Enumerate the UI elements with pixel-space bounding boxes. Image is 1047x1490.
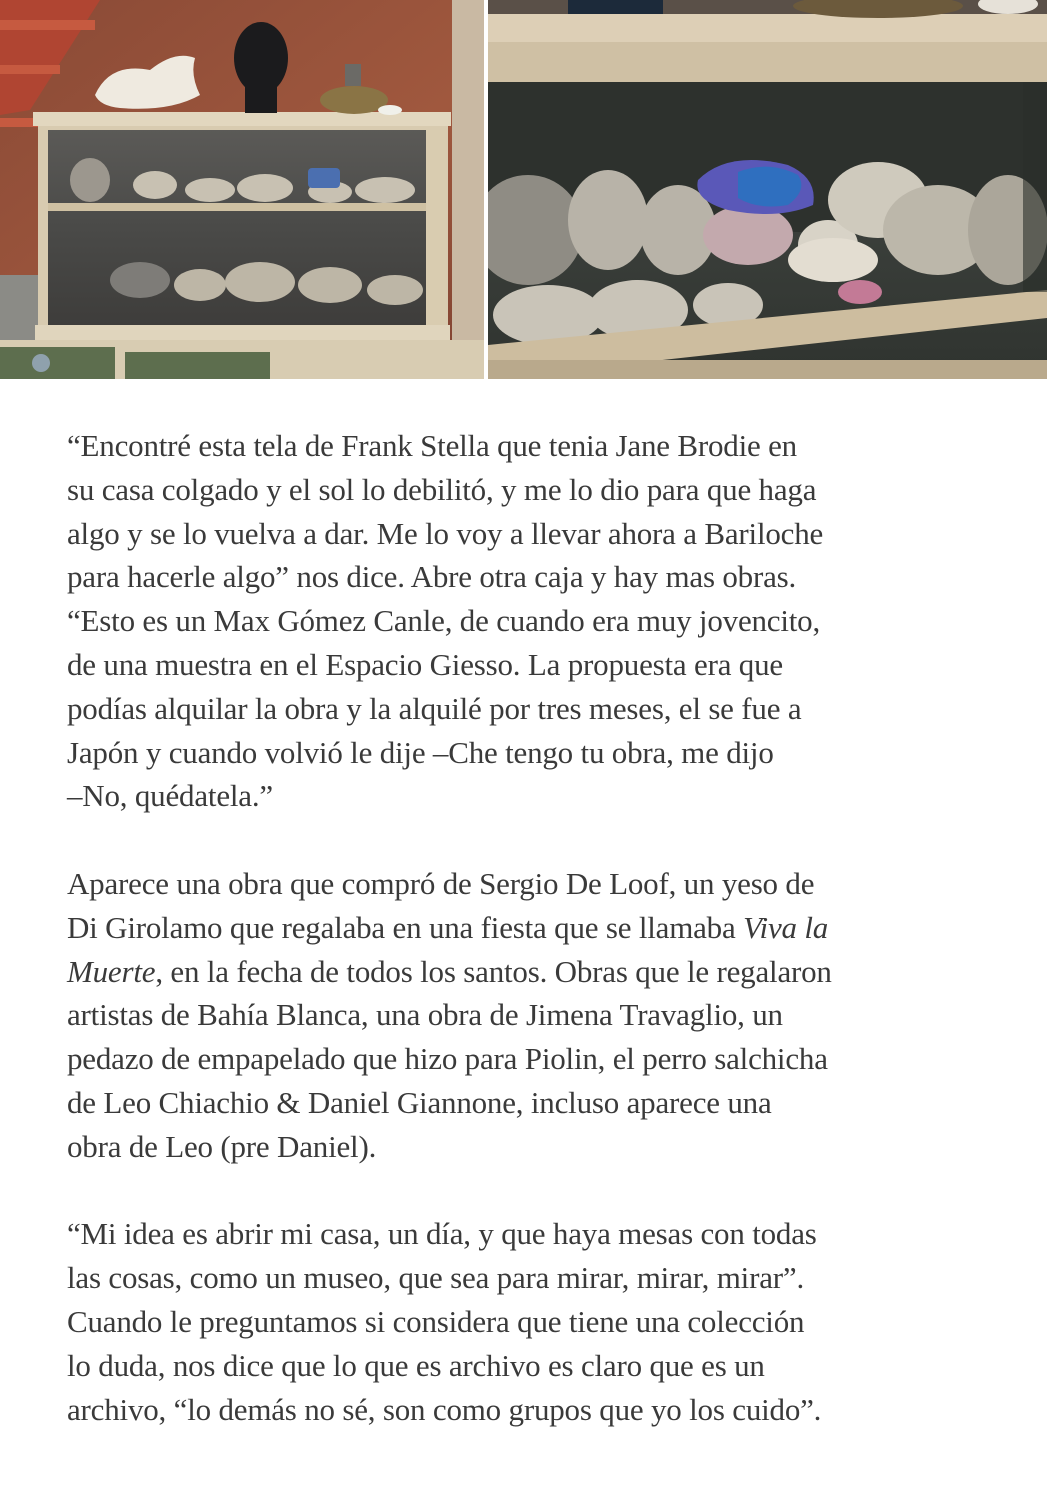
text-line: –No, quédatela.” bbox=[67, 778, 273, 814]
photo-strip bbox=[0, 0, 1047, 379]
text-line: pedazo de empapelado que hizo para Piolin, el perro salchicha bbox=[67, 1041, 828, 1077]
text-line: podías alquilar la obra y la alquilé por tres meses, el se fue a bbox=[67, 690, 802, 726]
text-line: para hacerle algo” nos dice. Abre otra caja y hay mas obras. bbox=[67, 559, 797, 595]
text-line: de una muestra en el Espacio Giesso. La propuesta era que bbox=[67, 646, 783, 682]
text-line: archivo, “lo demás no sé, son como grupos que yo los cuido”. bbox=[67, 1391, 822, 1427]
italic-title: Muerte bbox=[67, 953, 156, 989]
text-line: artistas de Bahía Blanca, una obra de Jimena Travaglio, un bbox=[67, 997, 783, 1033]
text-line: su casa colgado y el sol lo debilitó, y me lo dio para que haga bbox=[67, 471, 817, 507]
text-line: lo duda, nos dice que lo que es archivo es claro que es un bbox=[67, 1347, 765, 1383]
article-body bbox=[67, 424, 1007, 1431]
text-line: Aparece una obra que compró de Sergio De Loof, un yeso de bbox=[67, 865, 815, 901]
italic-title: Viva la bbox=[743, 909, 829, 945]
text-line: algo y se lo vuelva a dar. Me lo voy a llevar ahora a Bariloche bbox=[67, 515, 824, 551]
text-segment: , en la fecha de todos los santos. Obras que le regalaron bbox=[155, 953, 832, 989]
coral-shelf-closeup-photo bbox=[488, 0, 1047, 379]
text-line: “Encontré esta tela de Frank Stella que tenia Jane Brodie en bbox=[67, 428, 797, 463]
text-line: “Mi idea es abrir mi casa, un día, y que haya mesas con todas bbox=[67, 1216, 817, 1252]
coral-display-cabinet-photo bbox=[0, 0, 484, 379]
text-line: Cuando le preguntamos si considera que tiene una colección bbox=[67, 1303, 805, 1339]
paragraph-3 bbox=[67, 1212, 1007, 1431]
paragraph-1 bbox=[67, 424, 1007, 818]
text-line: Japón y cuando volvió le dije –Che tengo tu obra, me dijo bbox=[67, 734, 774, 770]
text-line: obra de Leo (pre Daniel). bbox=[67, 1128, 377, 1164]
text-line: “Esto es un Max Gómez Canle, de cuando era muy jovencito, bbox=[67, 603, 821, 639]
text-segment: Di Girolamo que regalaba en una fiesta que se llamaba bbox=[67, 909, 744, 945]
text-line: de Leo Chiachio & Daniel Giannone, incluso aparece una bbox=[67, 1084, 772, 1120]
paragraph-2 bbox=[67, 862, 1007, 1169]
text-line: las cosas, como un museo, que sea para mirar, mirar, mirar”. bbox=[67, 1260, 804, 1296]
